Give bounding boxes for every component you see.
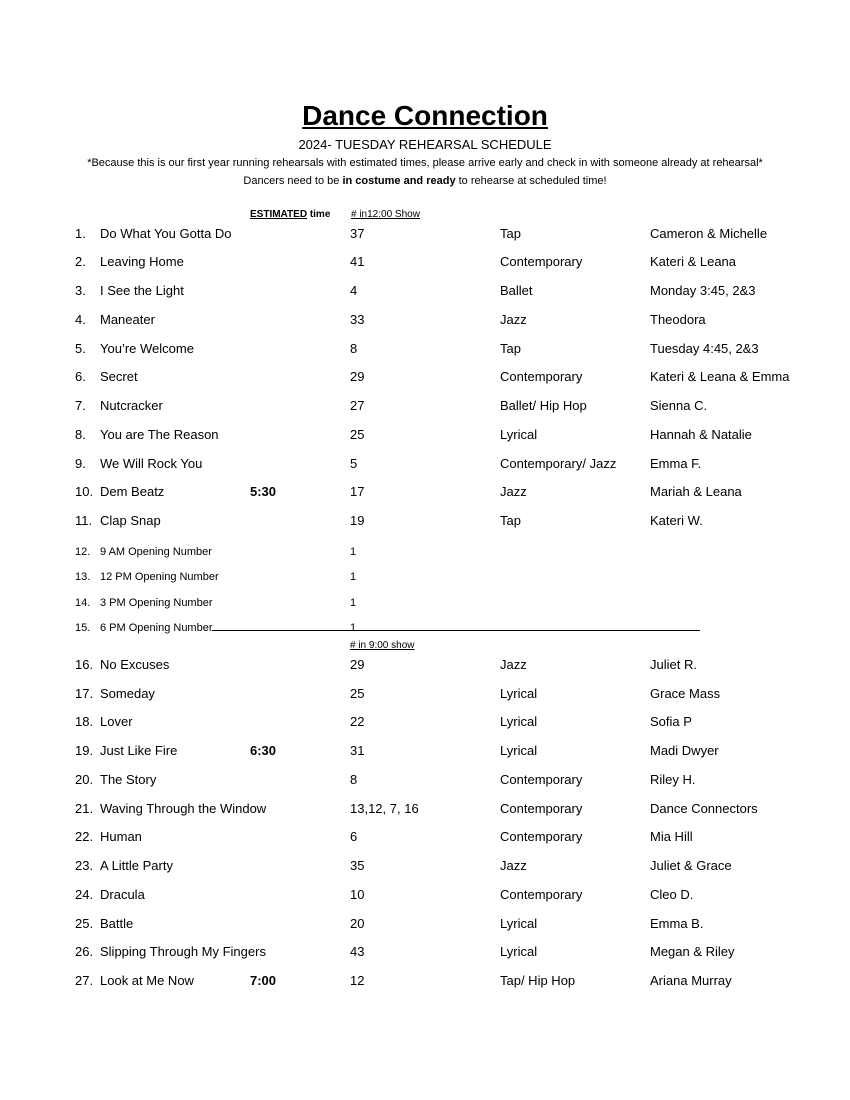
schedule-row [0,341,850,361]
row-number: 5. [75,341,86,356]
teacher-name: Hannah & Natalie [650,427,752,442]
routine-number: 4 [350,283,358,298]
routine-title: Dem Beatz [100,484,165,499]
schedule-row [0,569,850,589]
routine-title: Leaving Home [100,254,184,269]
dance-style: Contemporary/ Jazz [500,456,617,471]
routine-number: 1 [350,622,357,634]
routine-title: Waving Through the Window [100,801,267,816]
routine-number: 35 [350,858,365,873]
schedule-row [0,714,850,734]
estimated-time: 6:30 [250,743,277,758]
dance-style: Lyrical [500,916,538,931]
routine-number: 8 [350,341,358,356]
row-number: 23. [75,858,94,873]
row-number: 4. [75,312,86,327]
routine-number: 27 [350,398,365,413]
schedule-row [0,369,850,389]
dance-style: Lyrical [500,743,538,758]
dance-style: Lyrical [500,686,538,701]
row-number: 9. [75,456,86,471]
routine-number: 41 [350,254,365,269]
schedule-row [0,226,850,246]
dance-style: Lyrical [500,714,538,729]
routine-title: Maneater [100,312,155,327]
row-number: 22. [75,829,94,844]
dance-style: Jazz [500,312,527,327]
routine-number: 8 [350,772,358,787]
teacher-name: Megan & Riley [650,944,735,959]
schedule-row [0,513,850,533]
routine-number: 6 [350,829,358,844]
dance-style: Contemporary [500,801,583,816]
teacher-name: Cleo D. [650,887,694,902]
schedule-row [0,973,850,993]
schedule-row [0,829,850,849]
dance-style: Jazz [500,657,527,672]
schedule-row [0,312,850,332]
routine-number: 17 [350,484,365,499]
routine-title: I See the Light [100,283,184,298]
dance-style: Jazz [500,858,527,873]
dance-style: Contemporary [500,254,583,269]
dance-style: Lyrical [500,427,538,442]
schedule-row [0,283,850,303]
row-number: 6. [75,369,86,384]
routine-title: A Little Party [100,858,173,873]
row-number: 11. [75,513,93,528]
teacher-name: Cameron & Michelle [650,226,768,241]
row-number: 25. [75,916,94,931]
routine-title: 12 PM Opening Number [100,571,219,583]
schedule-row [0,456,850,476]
teacher-name: Juliet R. [650,657,697,672]
row-number: 7. [75,398,86,413]
schedule-row [0,254,850,274]
routine-title: No Excuses [100,657,170,672]
costume-notice-post: to rehearse at scheduled time! [455,175,607,187]
dance-style: Lyrical [500,944,538,959]
schedule-row [0,544,850,564]
row-number: 13. [75,571,91,583]
routine-number: 25 [350,427,365,442]
schedule-row [0,686,850,706]
routine-number: 20 [350,916,365,931]
dance-style: Tap [500,341,521,356]
row-number: 3. [75,283,86,298]
teacher-name: Dance Connectors [650,801,758,816]
routine-title: The Story [100,772,157,787]
routine-title: 9 AM Opening Number [100,546,212,558]
teacher-name: Madi Dwyer [650,743,719,758]
teacher-name: Kateri & Leana [650,254,737,269]
teacher-name: Riley H. [650,772,696,787]
teacher-name: Mia Hill [650,829,693,844]
schedule-row [0,772,850,792]
routine-number: 37 [350,226,365,241]
schedule-row [0,595,850,615]
schedule-row [0,484,850,504]
dance-style: Tap [500,513,521,528]
teacher-name: Emma F. [650,456,702,471]
routine-title: Someday [100,686,155,701]
estimated-word: ESTIMATED [250,209,308,220]
teacher-name: Kateri & Leana & Emma [650,369,790,384]
estimated-time: 7:00 [250,973,277,988]
schedule-row [0,858,850,878]
row-number: 27. [75,973,94,988]
row-number: 8. [75,427,86,442]
routine-title: Dracula [100,887,145,902]
teacher-name: Sofia P [650,714,692,729]
row-number: 16. [75,657,94,672]
routine-number: 13,12, 7, 16 [350,801,419,816]
routine-title: Just Like Fire [100,743,178,758]
schedule-row [0,801,850,821]
teacher-name: Monday 3:45, 2&3 [650,283,756,298]
schedule-row [0,916,850,936]
routine-title: Look at Me Now [100,973,194,988]
dance-style: Contemporary [500,369,583,384]
routine-title: You’re Welcome [100,341,194,356]
show-9-header: # in 9:00 show [350,640,415,651]
row-number: 10. [75,484,94,499]
teacher-name: Juliet & Grace [650,858,732,873]
dance-style: Ballet [500,283,533,298]
routine-title: 6 PM Opening Number [100,622,213,634]
row-number: 19. [75,743,94,758]
schedule-row [0,743,850,763]
row-number: 1. [75,226,86,241]
dance-style: Jazz [500,484,527,499]
routine-title: Do What You Gotta Do [100,226,232,241]
row-number: 24. [75,887,94,902]
routine-title: Lover [100,714,133,729]
routine-number: 31 [350,743,365,758]
row-number: 12. [75,546,91,558]
estimated-times-notice: *Because this is our first year running rehearsals with estimated times, please arrive early and check in with someone already at rehearsal* [87,157,763,169]
schedule-row [0,944,850,964]
routine-title: Slipping Through My Fingers [100,944,266,959]
teacher-name: Grace Mass [650,686,721,701]
routine-number: 25 [350,686,365,701]
teacher-name: Theodora [650,312,706,327]
schedule-row [0,398,850,418]
teacher-name: Ariana Murray [650,973,732,988]
row-number: 14. [75,597,91,609]
schedule-row [0,620,850,640]
teacher-name: Mariah & Leana [650,484,742,499]
routine-number: 1 [350,571,357,583]
dance-style: Ballet/ Hip Hop [500,398,587,413]
routine-number: 33 [350,312,365,327]
time-word: time [307,209,331,220]
costume-notice-pre: Dancers need to be [243,175,343,187]
routine-number: 29 [350,657,365,672]
routine-number: 12 [350,973,365,988]
routine-number: 43 [350,944,365,959]
routine-title: Battle [100,916,134,931]
routine-title: Secret [100,369,138,384]
routine-title: 3 PM Opening Number [100,597,213,609]
routine-number: 1 [350,546,357,558]
costume-notice [0,174,850,188]
row-number: 21. [75,801,94,816]
schedule-row [0,887,850,907]
dance-style: Tap/ Hip Hop [500,973,576,988]
dance-style: Contemporary [500,772,583,787]
routine-number: 19 [350,513,365,528]
dance-style: Tap [500,226,521,241]
row-number: 18. [75,714,94,729]
dance-style: Contemporary [500,887,583,902]
teacher-name: Tuesday 4:45, 2&3 [650,341,759,356]
routine-number: 5 [350,456,358,471]
estimated-time-header [250,209,330,221]
routine-title: Nutcracker [100,398,163,413]
teacher-name: Sienna C. [650,398,708,413]
costume-notice-bold: in costume and ready [342,175,456,187]
page-title: Dance Connection [302,100,548,131]
row-number: 26. [75,944,94,959]
row-number: 2. [75,254,86,269]
schedule-subtitle: 2024- TUESDAY REHEARSAL SCHEDULE [298,137,552,152]
teacher-name: Kateri W. [650,513,703,528]
schedule-row [0,427,850,447]
routine-number: 1 [350,597,357,609]
dance-style: Contemporary [500,829,583,844]
routine-title: You are The Reason [100,427,219,442]
teacher-name: Emma B. [650,916,704,931]
schedule-row [0,657,850,677]
routine-title: Clap Snap [100,513,161,528]
routine-title: Human [100,829,142,844]
routine-title: We Will Rock You [100,456,203,471]
row-number: 20. [75,772,94,787]
routine-number: 22 [350,714,365,729]
row-number: 17. [75,686,94,701]
show-12-header: # in12:00 Show [351,209,420,220]
routine-number: 10 [350,887,365,902]
row-number: 15. [75,622,91,634]
estimated-time: 5:30 [250,484,277,499]
routine-number: 29 [350,369,365,384]
